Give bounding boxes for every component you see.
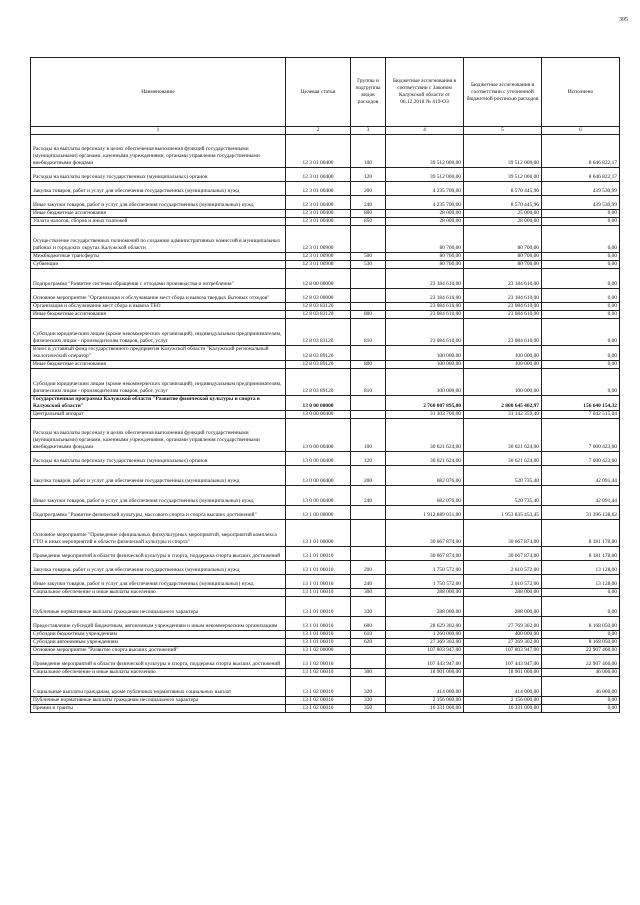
row-budget-adjusted: 39 512 000,00: [464, 168, 542, 182]
header-executed: Исполнено: [542, 58, 620, 127]
row-code: 13 0 00 00400: [286, 411, 351, 419]
row-name: Основное мероприятие "Проведение официальных физкультурных мероприятий, мероприятий комплекса ГТО и иных мероприятий в области физической культуры и спорта": [31, 520, 286, 547]
table-row: [31, 520, 620, 547]
row-name: Субсидии юридическим лицам (кроме некоммерческих организаций), индивидуальным предпринимателям, физическим лицам - производителям товаров, работ, услуг: [31, 319, 286, 346]
row-executed: 8 168 050,00: [542, 639, 620, 647]
row-budget-law: 107 803 947,00: [386, 647, 464, 655]
row-name: Закупка товаров, работ и услуг для обеспечения государственных (муниципальных) нужд: [31, 561, 286, 575]
row-executed: 22 907 460,00: [542, 655, 620, 669]
row-budget-adjusted: 414 000,00: [464, 677, 542, 697]
header-budget-adjusted: Бюджетные ассигнования в соответствии с уточненной бюджетной росписью расходов: [464, 58, 542, 127]
row-budget-adjusted: 288 000,00: [464, 589, 542, 597]
row-code: 13 0 00 00400: [286, 452, 351, 466]
row-code: 13 1 02 00000: [286, 647, 351, 655]
row-name: Организация и обслуживание мест сбора и вывоза ТБО: [31, 303, 286, 311]
row-budget-law: 28 000,00: [386, 218, 464, 226]
row-group: [351, 547, 386, 561]
table-row: [31, 486, 620, 506]
row-budget-adjusted: 16 331 000,00: [464, 705, 542, 713]
header-row: [31, 58, 620, 127]
row-executed: 42 091,44: [542, 466, 620, 486]
row-code: 13 1 01 06010: [286, 631, 351, 639]
row-code: 13 1 01 06010: [286, 639, 351, 647]
row-budget-law: 682 076,00: [386, 466, 464, 486]
row-group: 500: [351, 253, 386, 261]
column-number: 6: [542, 127, 620, 135]
row-budget-law: 80 700,00: [386, 226, 464, 253]
row-budget-adjusted: 2 610 572,00: [464, 575, 542, 589]
row-executed: 0,00: [542, 589, 620, 597]
table-row: [31, 597, 620, 617]
row-budget-law: 30 667 874,00: [386, 547, 464, 561]
row-group: [351, 506, 386, 520]
row-code: 13 0 00 00400: [286, 486, 351, 506]
row-budget-adjusted: 23 084 610,00: [464, 303, 542, 311]
row-group: 200: [351, 561, 386, 575]
row-budget-adjusted: 400 000,00: [464, 631, 542, 639]
row-group: 120: [351, 452, 386, 466]
row-name: Основное мероприятие "Развитие спорта высших достижений": [31, 647, 286, 655]
table-row: [31, 182, 620, 196]
row-executed: 439 530,99: [542, 196, 620, 210]
row-budget-law: 16 331 000,00: [386, 705, 464, 713]
row-group: [351, 269, 386, 289]
row-budget-law: 414 000,00: [386, 677, 464, 697]
row-budget-law: 30 621 624,00: [386, 452, 464, 466]
column-number: 1: [31, 127, 286, 135]
row-executed: 0,00: [542, 697, 620, 705]
row-name: Иные закупки товаров, работ и услуг для обеспечения государственных (муниципальных) нужд: [31, 196, 286, 210]
row-executed: 42 091,44: [542, 486, 620, 506]
row-group: [351, 303, 386, 311]
row-group: 330: [351, 697, 386, 705]
table-row: [31, 346, 620, 361]
row-executed: 31 396 138,62: [542, 506, 620, 520]
table-row: [31, 361, 620, 369]
table-row: [31, 677, 620, 697]
header-code: Целевая статья: [286, 58, 351, 127]
row-name: Подпрограмма "Развитие системы обращения с отходами производства и потребления": [31, 269, 286, 289]
row-budget-law: 4 235 700,00: [386, 182, 464, 196]
row-group: [351, 396, 386, 411]
row-budget-adjusted: 100 000,00: [464, 361, 542, 369]
table-row: [31, 411, 620, 419]
row-executed: 0,00: [542, 631, 620, 639]
row-budget-law: 23 084 610,00: [386, 311, 464, 319]
table-body: [31, 135, 620, 713]
row-group: 610: [351, 631, 386, 639]
row-code: 12 8 03 00000: [286, 289, 351, 303]
row-code: 12 3 01 00400: [286, 210, 351, 218]
table-row: [31, 303, 620, 311]
row-code: 13 1 01 06010: [286, 617, 351, 631]
table-row: [31, 506, 620, 520]
table-row: [31, 135, 620, 168]
row-code: 12 3 01 00400: [286, 168, 351, 182]
row-name: Закупка товаров, работ и услуг для обеспечения государственных (муниципальных) нужд: [31, 182, 286, 196]
row-executed: 0,00: [542, 226, 620, 253]
row-executed: 0,00: [542, 311, 620, 319]
row-executed: 0,00: [542, 253, 620, 261]
row-group: 240: [351, 196, 386, 210]
row-budget-adjusted: 1 953 835 453,45: [464, 506, 542, 520]
row-name: Уплата налогов, сборов и иных платежей: [31, 218, 286, 226]
row-group: [351, 289, 386, 303]
table-row: [31, 210, 620, 218]
row-name: Социальное обеспечение и иные выплаты населению: [31, 669, 286, 677]
row-group: 800: [351, 311, 386, 319]
row-name: Расходы на выплаты персоналу в целях обеспечения выполнения функций государственными (муниципальными) органами, казенными учреждениями, органами управления государственными внебюджетными фондами: [31, 135, 286, 168]
row-name: Основное мероприятие "Организация и обслуживание мест сбора и вывоза твердых бытовых отходов": [31, 289, 286, 303]
row-code: 13 1 02 06010: [286, 697, 351, 705]
row-group: 810: [351, 319, 386, 346]
row-budget-law: 1 912 889 031,00: [386, 506, 464, 520]
row-code: 13 1 02 06010: [286, 655, 351, 669]
row-budget-law: 2 760 007 895,00: [386, 396, 464, 411]
row-budget-adjusted: 100 000,00: [464, 369, 542, 396]
row-code: 13 1 00 00000: [286, 506, 351, 520]
row-code: 12 3 01 00400: [286, 196, 351, 210]
row-code: 12 3 01 00900: [286, 253, 351, 261]
table-row: [31, 697, 620, 705]
row-name: Публичные нормативные выплаты гражданам несоциального характера: [31, 597, 286, 617]
table-row: [31, 269, 620, 289]
row-group: 200: [351, 466, 386, 486]
row-group: [351, 520, 386, 547]
row-budget-law: 31 303 700,00: [386, 411, 464, 419]
row-name: Проведение мероприятий в области физической культуры и спорта, поддержка спорта высших достижений: [31, 547, 286, 561]
row-executed: 7 042 515,04: [542, 411, 620, 419]
table-row: [31, 196, 620, 210]
row-name: Взнос в уставный фонд государственного предприятия Калужской области "Калужский региональный экологический оператор": [31, 346, 286, 361]
table-row: [31, 575, 620, 589]
row-executed: 8 646 822,17: [542, 168, 620, 182]
table-row: [31, 639, 620, 647]
row-code: 13 1 01 06010: [286, 575, 351, 589]
table-row: [31, 705, 620, 713]
row-name: Премии и гранты: [31, 705, 286, 713]
row-budget-adjusted: 27 769 302,00: [464, 617, 542, 631]
row-name: Иные бюджетные ассигнования: [31, 311, 286, 319]
row-name: Субвенции: [31, 261, 286, 269]
row-executed: 46 000,00: [542, 669, 620, 677]
row-group: 350: [351, 705, 386, 713]
column-number-row: [31, 127, 620, 135]
table-row: [31, 419, 620, 452]
row-name: Проведение мероприятий в области физической культуры и спорта, поддержка спорта высших достижений: [31, 655, 286, 669]
row-code: 12 3 01 00900: [286, 261, 351, 269]
row-name: Центральный аппарат: [31, 411, 286, 419]
row-name: Социальные выплаты гражданам, кроме публичных нормативных социальных выплат: [31, 677, 286, 697]
header-group: Группы и подгруппы видов расходов: [351, 58, 386, 127]
table-row: [31, 669, 620, 677]
row-budget-adjusted: 23 084 610,00: [464, 319, 542, 346]
row-code: 12 3 01 00400: [286, 182, 351, 196]
row-code: 13 1 02 06010: [286, 669, 351, 677]
row-budget-adjusted: 39 512 000,00: [464, 135, 542, 168]
row-code: 12 3 01 00400: [286, 218, 351, 226]
row-budget-law: 80 700,00: [386, 253, 464, 261]
row-executed: 0,00: [542, 218, 620, 226]
row-budget-adjusted: 2 156 000,00: [464, 697, 542, 705]
row-budget-law: 107 443 947,00: [386, 655, 464, 669]
table-row: [31, 547, 620, 561]
row-name: Социальное обеспечение и иные выплаты населению: [31, 589, 286, 597]
row-budget-adjusted: 288 000,00: [464, 597, 542, 617]
row-executed: 0,00: [542, 289, 620, 303]
row-group: [351, 226, 386, 253]
table-row: [31, 218, 620, 226]
row-budget-law: 28 000,00: [386, 210, 464, 218]
row-executed: 439 530,99: [542, 182, 620, 196]
row-code: 13 0 00 00400: [286, 466, 351, 486]
row-group: 600: [351, 617, 386, 631]
row-budget-adjusted: 107 443 947,00: [464, 655, 542, 669]
row-group: 240: [351, 575, 386, 589]
row-name: Субсидии юридическим лицам (кроме некоммерческих организаций), индивидуальным предпринимателям, физическим лицам - производителям товаров, работ, услуг: [31, 369, 286, 396]
row-executed: 0,00: [542, 597, 620, 617]
row-code: 13 0 00 00000: [286, 396, 351, 411]
row-budget-law: 23 184 610,00: [386, 269, 464, 289]
row-budget-adjusted: 31 142 359,40: [464, 411, 542, 419]
row-budget-adjusted: 8 570 445,96: [464, 196, 542, 210]
row-budget-law: 100 000,00: [386, 361, 464, 369]
row-budget-adjusted: 30 621 624,00: [464, 452, 542, 466]
row-executed: 7 000 423,60: [542, 419, 620, 452]
table-row: [31, 631, 620, 639]
row-group: 300: [351, 589, 386, 597]
row-group: 100: [351, 135, 386, 168]
row-executed: 0,00: [542, 269, 620, 289]
row-budget-adjusted: 28 000,00: [464, 218, 542, 226]
row-budget-adjusted: 80 700,00: [464, 261, 542, 269]
row-code: 12 3 01 00900: [286, 226, 351, 253]
row-group: 810: [351, 369, 386, 396]
row-code: 13 1 01 06010: [286, 589, 351, 597]
row-budget-adjusted: 25 000,00: [464, 210, 542, 218]
row-budget-law: 23 084 610,00: [386, 319, 464, 346]
row-budget-law: 288 000,00: [386, 597, 464, 617]
table-row: [31, 261, 620, 269]
row-executed: 0,00: [542, 705, 620, 713]
row-code: 12 8 00 00000: [286, 269, 351, 289]
row-executed: 0,00: [542, 210, 620, 218]
row-code: 12 8 03 83120: [286, 319, 351, 346]
row-budget-adjusted: 30 667 874,00: [464, 547, 542, 561]
row-executed: 7 000 423,60: [542, 452, 620, 466]
row-budget-adjusted: 80 700,00: [464, 226, 542, 253]
column-number: 4: [386, 127, 464, 135]
row-executed: 8 168 050,00: [542, 617, 620, 631]
row-budget-adjusted: 107 803 947,00: [464, 647, 542, 655]
row-executed: 8 646 822,17: [542, 135, 620, 168]
row-code: 13 1 01 06010: [286, 547, 351, 561]
row-code: 12 8 03 89120: [286, 369, 351, 396]
table-row: [31, 617, 620, 631]
row-code: 13 1 01 06010: [286, 597, 351, 617]
row-code: 13 1 01 06010: [286, 561, 351, 575]
row-budget-adjusted: 27 369 302,00: [464, 639, 542, 647]
row-budget-adjusted: 23 184 610,00: [464, 269, 542, 289]
row-executed: 156 640 154,32: [542, 396, 620, 411]
budget-table: [30, 57, 620, 713]
row-budget-adjusted: 2 800 645 402,97: [464, 396, 542, 411]
row-budget-adjusted: 80 700,00: [464, 253, 542, 261]
row-code: 12 3 01 00400: [286, 135, 351, 168]
row-budget-adjusted: 520 735,40: [464, 486, 542, 506]
row-executed: 46 000,00: [542, 677, 620, 697]
row-executed: 0,00: [542, 361, 620, 369]
table-row: [31, 561, 620, 575]
table-row: [31, 452, 620, 466]
row-budget-law: 1 750 572,00: [386, 561, 464, 575]
row-budget-law: 23 184 610,00: [386, 289, 464, 303]
row-budget-law: 1 750 572,00: [386, 575, 464, 589]
row-name: Иные бюджетные ассигнования: [31, 361, 286, 369]
row-name: Расходы на выплаты персоналу государственных (муниципальных) органов: [31, 452, 286, 466]
row-executed: 13 128,00: [542, 561, 620, 575]
row-code: 12 8 03 83120: [286, 311, 351, 319]
row-budget-law: 288 000,00: [386, 589, 464, 597]
row-budget-law: 30 621 624,00: [386, 419, 464, 452]
row-budget-law: 100 000,00: [386, 346, 464, 361]
row-code: 13 1 02 06010: [286, 677, 351, 697]
row-name: Межбюджетные трансферты: [31, 253, 286, 261]
row-group: 850: [351, 218, 386, 226]
row-group: 300: [351, 669, 386, 677]
row-budget-adjusted: 23 184 610,00: [464, 289, 542, 303]
row-budget-law: 30 667 874,00: [386, 520, 464, 547]
row-executed: 13 128,00: [542, 575, 620, 589]
row-name: Предоставление субсидий бюджетным, автономным учреждениям и иным некоммерческим организациям: [31, 617, 286, 631]
row-name: Осуществление государственных полномочий по созданию административных комиссий в муниципальных районах и городских округах Калужской области: [31, 226, 286, 253]
row-group: 100: [351, 419, 386, 452]
row-group: 620: [351, 639, 386, 647]
row-budget-law: 39 512 000,00: [386, 168, 464, 182]
table-row: [31, 253, 620, 261]
row-name: Подпрограмма "Развитие физической культуры, массового спорта и спорта высших достижений": [31, 506, 286, 520]
table-row: [31, 466, 620, 486]
row-code: 13 1 01 00000: [286, 520, 351, 547]
row-budget-law: 682 076,00: [386, 486, 464, 506]
row-code: 13 0 00 00400: [286, 419, 351, 452]
table-row: [31, 226, 620, 253]
row-group: 200: [351, 182, 386, 196]
table-row: [31, 396, 620, 411]
row-code: 12 8 03 89120: [286, 346, 351, 361]
row-budget-law: 39 512 000,00: [386, 135, 464, 168]
header-name: Наименование: [31, 58, 286, 127]
row-name: Расходы на выплаты персоналу в целях обеспечения выполнения функций государственными (муниципальными) органами, казенными учреждениями, органами управления государственными внебюджетными фондами: [31, 419, 286, 452]
row-name: Государственная программа Калужской области "Развитие физической культуры и спорта в Калужской области": [31, 396, 286, 411]
row-executed: 0,00: [542, 319, 620, 346]
row-name: Субсидии бюджетным учреждениям: [31, 631, 286, 639]
row-name: Иные закупки товаров, работ и услуг для обеспечения государственных (муниципальных) нужд: [31, 575, 286, 589]
row-budget-law: 100 000,00: [386, 369, 464, 396]
row-budget-adjusted: 30 667 874,00: [464, 520, 542, 547]
row-executed: 8 181 178,00: [542, 520, 620, 547]
row-budget-law: 23 084 610,00: [386, 303, 464, 311]
table-row: [31, 311, 620, 319]
table-row: [31, 589, 620, 597]
row-budget-law: 18 901 000,00: [386, 669, 464, 677]
row-budget-adjusted: 30 621 624,00: [464, 419, 542, 452]
row-group: 320: [351, 677, 386, 697]
row-name: Иные закупки товаров, работ и услуг для обеспечения государственных (муниципальных) нужд: [31, 486, 286, 506]
row-executed: 0,00: [542, 303, 620, 311]
row-group: [351, 411, 386, 419]
row-code: 12 8 03 83120: [286, 303, 351, 311]
row-executed: 0,00: [542, 346, 620, 361]
header-budget-law: Бюджетные ассигнования в соответствии с Законом Калужской области от 06.12.2018 № 419-ОЗ: [386, 58, 464, 127]
row-executed: 22 907 460,00: [542, 647, 620, 655]
table-row: [31, 369, 620, 396]
column-number: 3: [351, 127, 386, 135]
row-budget-law: 1 260 000,00: [386, 631, 464, 639]
row-name: Субсидии автономным учреждениям: [31, 639, 286, 647]
row-budget-law: 80 700,00: [386, 261, 464, 269]
row-executed: 0,00: [542, 261, 620, 269]
row-group: 330: [351, 597, 386, 617]
table-row: [31, 319, 620, 346]
table-row: [31, 655, 620, 669]
column-number: 5: [464, 127, 542, 135]
row-name: Публичные нормативные выплаты гражданам несоциального характера: [31, 697, 286, 705]
row-budget-law: 4 235 700,00: [386, 196, 464, 210]
row-name: Иные бюджетные ассигнования: [31, 210, 286, 218]
row-budget-adjusted: 8 570 445,96: [464, 182, 542, 196]
row-code: 12 8 03 89120: [286, 361, 351, 369]
row-budget-adjusted: 18 901 000,00: [464, 669, 542, 677]
column-number: 2: [286, 127, 351, 135]
row-group: [351, 655, 386, 669]
row-group: 800: [351, 210, 386, 218]
row-group: [351, 647, 386, 655]
row-budget-law: 2 156 000,00: [386, 697, 464, 705]
row-budget-law: 28 629 302,00: [386, 617, 464, 631]
row-executed: 8 181 178,00: [542, 547, 620, 561]
row-name: Расходы на выплаты персоналу государственных (муниципальных) органов: [31, 168, 286, 182]
row-executed: 0,00: [542, 369, 620, 396]
row-group: 800: [351, 361, 386, 369]
row-group: 120: [351, 168, 386, 182]
row-group: 240: [351, 486, 386, 506]
row-budget-adjusted: 520 735,40: [464, 466, 542, 486]
row-budget-adjusted: 23 084 610,00: [464, 311, 542, 319]
row-name: Закупка товаров, работ и услуг для обеспечения государственных (муниципальных) нужд: [31, 466, 286, 486]
row-budget-adjusted: 100 000,00: [464, 346, 542, 361]
row-group: [351, 346, 386, 361]
row-code: 13 1 02 06010: [286, 705, 351, 713]
table-row: [31, 647, 620, 655]
row-group: 530: [351, 261, 386, 269]
row-budget-adjusted: 2 610 572,00: [464, 561, 542, 575]
row-budget-law: 27 369 302,00: [386, 639, 464, 647]
table-row: [31, 289, 620, 303]
table-row: [31, 168, 620, 182]
page-number: 395: [619, 17, 628, 23]
